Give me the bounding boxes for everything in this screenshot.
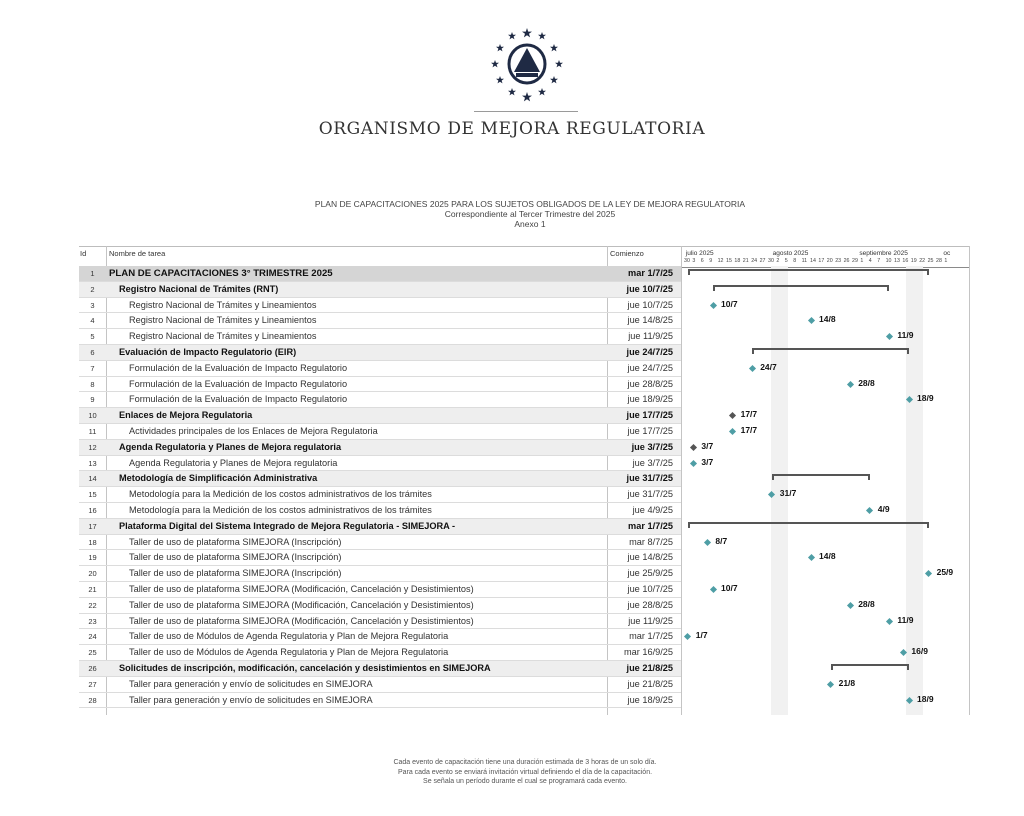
table-row (79, 566, 681, 582)
task-name: Registro Nacional de Trámites y Lineamientos (129, 315, 317, 326)
timeline-day-tick: 15 (726, 258, 732, 264)
timeline-day-tick: 12 (717, 258, 724, 264)
table-row (79, 266, 681, 282)
timeline-day-tick: 2 (776, 258, 780, 264)
task-name: Formulación de la Evaluación de Impacto Regulatorio (129, 362, 348, 373)
milestone-marker (847, 602, 854, 609)
row-id: 17 (88, 521, 97, 531)
timeline-day-tick: 23 (835, 258, 842, 264)
task-name: Enlaces de Mejora Regulatoria (119, 410, 253, 421)
row-id: 19 (88, 553, 97, 563)
timeline-month-label: septiembre 2025 (859, 250, 908, 257)
task-start: jue 31/7/25 (627, 489, 673, 500)
task-name: Taller de uso de plataforma SIMEJORA (Inscripción) (129, 536, 342, 547)
milestone-date-label: 14/8 (819, 314, 836, 325)
task-start: jue 25/9/25 (627, 568, 673, 579)
organization-name: ORGANISMO DE MEJORA REGULATORIA (318, 119, 706, 139)
table-row (79, 535, 681, 551)
row-id: 2 (90, 284, 95, 294)
task-start: jue 10/7/25 (626, 283, 673, 294)
timeline-day-tick: 1 (860, 258, 864, 264)
timeline-day-tick: 22 (919, 258, 926, 264)
timeline-day-tick: 10 (885, 258, 892, 264)
table-row (79, 661, 681, 677)
row-id: 23 (88, 616, 97, 626)
row-id: 15 (88, 490, 97, 500)
milestone-marker (847, 380, 854, 387)
timeline-day-tick: 18 (734, 258, 741, 264)
milestone-date-label: 18/9 (917, 393, 934, 404)
milestone-marker (709, 301, 716, 308)
row-id: 28 (88, 695, 97, 705)
footnotes (0, 758, 1024, 787)
task-name: Taller para generación y envío de solicitudes en SIMEJORA (129, 694, 373, 705)
task-start: jue 18/9/25 (627, 694, 673, 705)
task-start: mar 16/9/25 (623, 647, 673, 658)
milestone-marker (690, 444, 697, 451)
milestone-date-label: 10/7 (721, 298, 738, 309)
column-header-start: Comienzo (610, 249, 644, 258)
milestone-date-label: 4/9 (877, 503, 890, 514)
plan-title: PLAN DE CAPACITACIONES 2025 PARA LOS SUJETOS OBLIGADOS DE LA LEY DE MEJORA REGULATORIA (314, 199, 746, 209)
timeline-day-tick: 6 (700, 258, 704, 264)
table-row (79, 598, 681, 614)
milestone-date-label: 28/8 (858, 377, 875, 388)
timeline-day-tick: 20 (826, 258, 833, 264)
table-row (79, 298, 681, 314)
task-start: mar 1/7/25 (629, 631, 673, 642)
row-id: 18 (88, 537, 97, 547)
task-name: Evaluación de Impacto Regulatorio (EIR) (119, 347, 297, 357)
task-start: mar 1/7/25 (628, 268, 673, 278)
timeline-day-tick: 5 (784, 258, 788, 264)
task-name: Metodología para la Medición de los costos administrativos de los trámites (129, 489, 432, 500)
timeline-chart (682, 246, 970, 715)
timeline-day-tick: 16 (902, 258, 909, 264)
row-id: 25 (88, 648, 97, 658)
summary-bar (688, 269, 929, 271)
task-start: jue 24/7/25 (626, 347, 673, 357)
timeline-day-tick: 9 (709, 258, 713, 264)
table-row (79, 313, 681, 329)
task-name: Formulación de la Evaluación de Impacto Regulatorio (129, 394, 348, 405)
timeline-day-tick: 11 (801, 258, 808, 264)
timeline-day-tick: 27 (759, 258, 766, 264)
timeline-month-label: oc (943, 250, 951, 257)
footnote: Se señala un período durante el cual se programará cada evento. (423, 778, 627, 785)
milestone-marker (749, 365, 756, 372)
milestone-marker (827, 681, 834, 688)
task-start: jue 17/7/25 (626, 410, 673, 421)
row-id: 22 (88, 600, 97, 610)
task-start: jue 21/8/25 (626, 663, 673, 673)
row-id: 26 (88, 664, 97, 673)
table-row (79, 345, 681, 361)
milestone-date-label: 3/7 (701, 440, 714, 451)
task-name: Metodología de Simplificación Administrativa (119, 473, 318, 484)
footnote: Para cada evento se enviará invitación virtual definiendo el día de la capacitación. (397, 768, 653, 776)
task-start: jue 10/7/25 (627, 584, 673, 594)
milestone-marker (704, 538, 711, 545)
task-start: jue 28/8/25 (627, 378, 673, 389)
task-name: Formulación de la Evaluación de Impacto Regulatorio (129, 378, 348, 389)
milestone-date-label: 11/9 (897, 330, 914, 341)
task-start: jue 14/8/25 (627, 315, 673, 326)
row-id: 4 (90, 316, 95, 326)
row-id: 27 (88, 679, 97, 689)
task-start: jue 18/9/25 (627, 394, 673, 405)
table-row (79, 614, 681, 630)
milestone-date-label: 8/7 (715, 535, 728, 546)
timeline-day-tick: 26 (843, 258, 850, 264)
milestone-marker (729, 428, 736, 435)
row-id: 11 (88, 427, 97, 436)
task-name: Taller de uso de Módulos de Agenda Regulatoria y Plan de Mejora Regulatoria (129, 647, 449, 658)
milestone-date-label: 18/9 (917, 693, 934, 704)
row-id: 8 (90, 379, 95, 389)
table-row (79, 424, 681, 440)
task-name: Taller de uso de plataforma SIMEJORA (Inscripción) (129, 568, 342, 579)
summary-bar (752, 348, 909, 350)
timeline-day-tick: 4 (868, 258, 872, 264)
milestone-marker (886, 617, 893, 624)
table-row (79, 503, 681, 519)
milestone-marker (807, 317, 814, 324)
task-start: jue 14/8/25 (627, 552, 673, 563)
table-row (79, 645, 681, 661)
table-row (79, 329, 681, 345)
milestone-date-label: 1/7 (695, 630, 708, 641)
task-start: jue 4/9/25 (632, 505, 673, 515)
row-id: 12 (88, 442, 97, 452)
row-id: 16 (88, 506, 97, 515)
timeline-day-tick: 19 (910, 258, 917, 264)
task-name: Registro Nacional de Trámites y Lineamientos (129, 331, 317, 342)
task-start: jue 10/7/25 (627, 299, 673, 310)
task-name: Metodología para la Medición de los costos administrativos de los trámites (129, 505, 432, 515)
task-start: jue 11/9/25 (628, 615, 673, 626)
table-row (79, 471, 681, 487)
task-name: Taller de uso de plataforma SIMEJORA (Modificación, Cancelación y Desistimientos) (129, 584, 474, 594)
task-name: PLAN DE CAPACITACIONES 3° TRIMESTRE 2025 (109, 268, 333, 279)
row-id: 10 (88, 411, 97, 421)
task-start: jue 28/8/25 (627, 599, 673, 610)
task-name: Plataforma Digital del Sistema Integrado de Mejora Regulatoria - SIMEJORA - (119, 520, 456, 531)
row-id: 6 (90, 348, 95, 357)
timeline-day-tick: 25 (927, 258, 934, 264)
milestone-marker (866, 507, 873, 514)
row-id: 1 (90, 269, 95, 278)
milestone-marker (690, 459, 697, 466)
task-name: Registro Nacional de Trámites y Lineamientos (129, 299, 317, 310)
task-name: Taller de uso de plataforma SIMEJORA (Modificación, Cancelación y Desistimientos) (129, 615, 474, 626)
timeline-month-label: agosto 2025 (772, 250, 809, 257)
task-start: jue 21/8/25 (627, 678, 673, 689)
table-row (79, 361, 681, 377)
task-start: mar 1/7/25 (628, 520, 673, 531)
milestone-date-label: 16/9 (911, 646, 928, 657)
row-id: 24 (88, 632, 97, 642)
national-seal-logo (472, 22, 582, 108)
row-id: 7 (90, 363, 95, 373)
timeline-day-tick: 21 (742, 258, 749, 264)
header-divider (474, 111, 578, 112)
milestone-date-label: 17/7 (740, 424, 758, 435)
milestone-marker (925, 570, 932, 577)
task-name: Registro Nacional de Trámites (RNT) (119, 283, 279, 294)
task-start: jue 11/9/25 (628, 331, 673, 342)
milestone-date-label: 17/7 (740, 409, 758, 420)
milestone-marker (807, 554, 814, 561)
table-row (79, 487, 681, 503)
task-name: Agenda Regulatoria y Planes de Mejora regulatoria (129, 457, 338, 468)
task-start: jue 17/7/25 (627, 426, 673, 436)
column-header-id: Id (80, 249, 87, 258)
task-start: jue 31/7/25 (626, 473, 673, 484)
timeline-month-label: julio 2025 (685, 250, 714, 257)
milestone-date-label: 14/8 (819, 551, 836, 562)
table-row (79, 440, 681, 456)
timeline-day-tick: 29 (852, 258, 858, 264)
timeline-day-tick: 1 (944, 258, 948, 264)
table-row (79, 282, 681, 298)
table-row (79, 677, 681, 693)
summary-bar (688, 522, 929, 524)
milestone-date-label: 3/7 (701, 456, 714, 467)
milestone-date-label: 25/9 (936, 567, 954, 578)
timeline-day-tick: 13 (894, 258, 900, 264)
summary-bar (713, 285, 889, 287)
table-row (79, 377, 681, 393)
task-name: Taller de uso de plataforma SIMEJORA (Modificación, Cancelación y Desistimientos) (129, 599, 474, 610)
timeline-day-tick: 7 (877, 258, 881, 264)
milestone-marker (709, 586, 716, 593)
timeline-day-tick: 24 (751, 258, 758, 264)
task-start: jue 24/7/25 (627, 362, 673, 373)
milestone-marker (729, 412, 736, 419)
task-name: Taller para generación y envío de solicitudes en SIMEJORA (129, 678, 373, 689)
timeline-day-tick: 14 (810, 258, 816, 264)
row-id: 13 (88, 458, 97, 468)
timeline-day-tick: 3 (692, 258, 696, 264)
table-row (79, 408, 681, 424)
task-start: jue 3/7/25 (631, 441, 673, 452)
gantt-table (79, 246, 970, 715)
milestone-date-label: 31/7 (779, 488, 797, 499)
task-name: Agenda Regulatoria y Planes de Mejora regulatoria (119, 441, 342, 452)
timeline-day-tick: 28 (936, 258, 942, 264)
table-row (79, 392, 681, 408)
milestone-marker (886, 333, 893, 340)
row-id: 14 (88, 474, 97, 484)
row-id: 9 (90, 395, 95, 405)
task-name: Taller de uso de Módulos de Agenda Regulatoria y Plan de Mejora Regulatoria (129, 631, 449, 642)
milestone-date-label: 11/9 (897, 614, 914, 625)
timeline-day-tick: 30 (768, 258, 774, 264)
row-id: 3 (90, 300, 95, 310)
table-row (79, 582, 681, 598)
table-row (79, 693, 681, 709)
row-id: 21 (88, 585, 97, 594)
plan-subtitle: Correspondiente al Tercer Trimestre del 2025 (444, 209, 616, 219)
summary-bar (831, 664, 909, 666)
timeline-day-tick: 30 (684, 258, 690, 264)
task-name: Actividades principales de los Enlaces de Mejora Regulatoria (129, 426, 378, 436)
task-name: Solicitudes de inscripción, modificación, cancelación y desistimientos en SIMEJORA (119, 663, 491, 673)
column-header-name: Nombre de tarea (109, 249, 166, 258)
table-row (79, 629, 681, 645)
task-start: jue 3/7/25 (632, 457, 673, 468)
task-start: mar 8/7/25 (629, 536, 673, 547)
footnote: Cada evento de capacitación tiene una duración estimada de 3 horas de un solo día. (393, 759, 657, 766)
row-id: 5 (90, 332, 95, 342)
table-row (79, 550, 681, 566)
table-row (79, 456, 681, 472)
timeline-day-tick: 8 (793, 258, 797, 264)
table-row (79, 519, 681, 535)
task-name: Taller de uso de plataforma SIMEJORA (Inscripción) (129, 552, 342, 563)
milestone-date-label: 10/7 (721, 582, 738, 593)
plan-annex: Anexo 1 (514, 219, 546, 229)
timeline-day-tick: 17 (818, 258, 825, 264)
row-id: 20 (88, 569, 97, 579)
milestone-marker (684, 633, 691, 640)
milestone-date-label: 21/8 (838, 677, 856, 688)
milestone-date-label: 24/7 (760, 361, 777, 372)
milestone-date-label: 28/8 (858, 598, 875, 609)
summary-bar (772, 474, 870, 476)
